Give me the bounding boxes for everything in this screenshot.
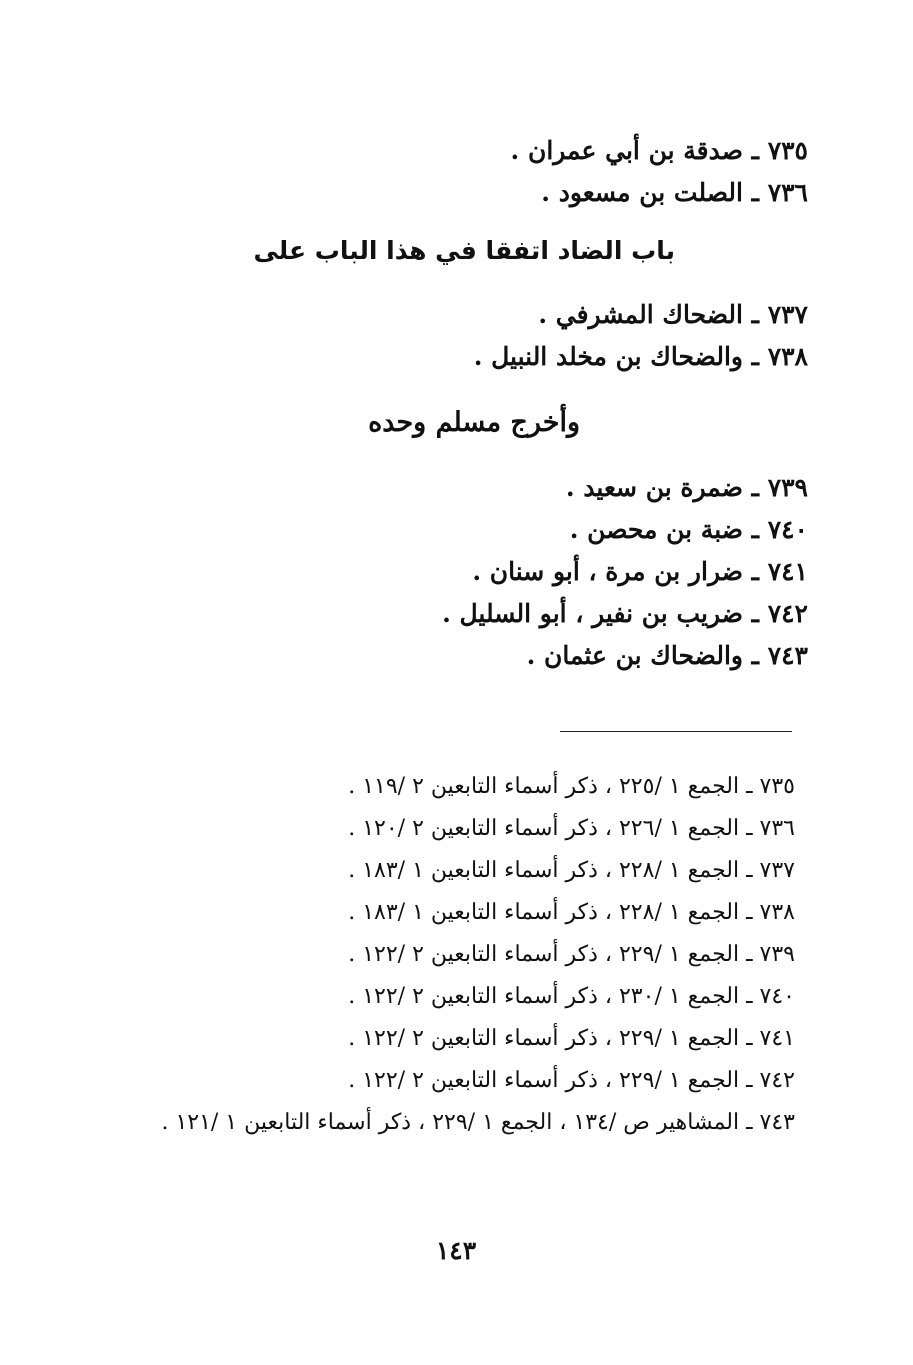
entry-735: ٧٣٥ ـ صدقة بن أبي عمران . (510, 136, 808, 165)
footnote-736: ٧٣٦ ـ الجمع ١ /٢٢٦ ، ذكر أسماء التابعين ٢ /١٢٠ . (348, 816, 795, 841)
entry-743: ٧٤٣ ـ والضحاك بن عثمان . (526, 641, 808, 670)
entry-737: ٧٣٧ ـ الضحاك المشرفي . (538, 300, 808, 329)
footnote-738: ٧٣٨ ـ الجمع ١ /٢٢٨ ، ذكر أسماء التابعين ١ /١٨٣ . (348, 900, 795, 925)
footnote-divider (560, 731, 792, 732)
footnote-735: ٧٣٥ ـ الجمع ١ /٢٢٥ ، ذكر أسماء التابعين ٢ /١١٩ . (348, 774, 795, 799)
entry-740: ٧٤٠ ـ ضبة بن محصن . (569, 515, 808, 544)
footnote-741: ٧٤١ ـ الجمع ١ /٢٢٩ ، ذكر أسماء التابعين ٢ /١٢٢ . (348, 1026, 795, 1051)
footnotes-list (115, 766, 795, 1144)
footnote-742: ٧٤٢ ـ الجمع ١ /٢٢٩ ، ذكر أسماء التابعين ٢ /١٢٢ . (348, 1068, 795, 1093)
entry-741: ٧٤١ ـ ضرار بن مرة ، أبو سنان . (472, 557, 808, 586)
entry-736: ٧٣٦ ـ الصلت بن مسعود . (541, 178, 808, 207)
entry-738: ٧٣٨ ـ والضحاك بن مخلد النبيل . (473, 342, 808, 371)
entries-list-section-3 (442, 467, 808, 677)
entries-list-section-2 (474, 294, 808, 378)
footnote-740: ٧٤٠ ـ الجمع ١ /٢٣٠ ، ذكر أسماء التابعين ٢ /١٢٢ . (348, 984, 795, 1009)
footnote-737: ٧٣٧ ـ الجمع ١ /٢٢٨ ، ذكر أسماء التابعين ١ /١٨٣ . (348, 858, 795, 883)
page-number: ١٤٣ (435, 1236, 477, 1265)
entries-list-section-1 (511, 130, 808, 214)
footnote-739: ٧٣٩ ـ الجمع ١ /٢٢٩ ، ذكر أسماء التابعين ٢ /١٢٢ . (348, 942, 795, 967)
entry-739: ٧٣٩ ـ ضمرة بن سعيد . (565, 473, 808, 502)
chapter-heading: باب الضاد اتفقا في هذا الباب على (253, 236, 675, 265)
section-heading: وأخرج مسلم وحده (368, 407, 580, 438)
footnote-743: ٧٤٣ ـ المشاهير ص /١٣٤ ، الجمع ١ /٢٢٩ ، ذكر أسماء التابعين ١ /١٢١ . (161, 1110, 795, 1135)
entry-742: ٧٤٢ ـ ضريب بن نفير ، أبو السليل . (442, 599, 808, 628)
